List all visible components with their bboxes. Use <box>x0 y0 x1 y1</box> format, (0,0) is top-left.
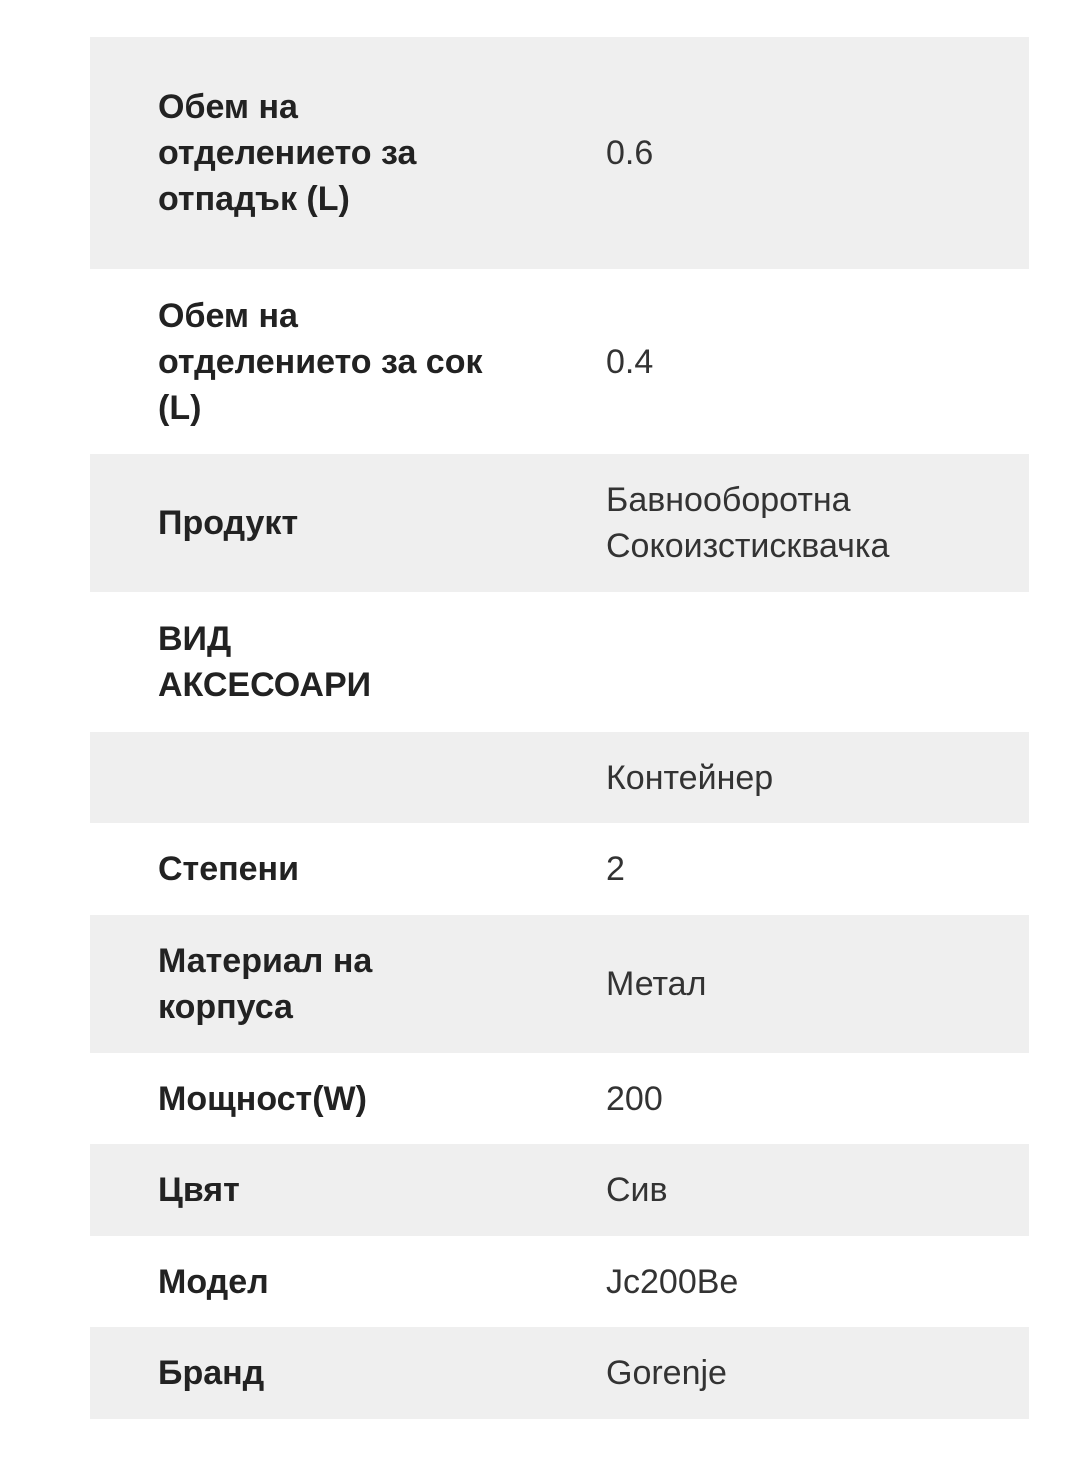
spec-label: Бранд <box>158 1354 265 1392</box>
spec-label: Модел <box>158 1262 269 1301</box>
spec-row-model <box>90 1236 1029 1327</box>
specifications-table <box>90 37 1029 1419</box>
spec-value: 0.4 <box>606 342 654 381</box>
spec-value: Jc200Be <box>606 1262 739 1301</box>
spec-label: Мощност(W) <box>158 1079 367 1118</box>
spec-value: Метал <box>606 965 707 1003</box>
spec-row-brand <box>90 1327 1029 1419</box>
spec-label: Обем на отделението за отпадък (L) <box>158 88 417 218</box>
spec-value: 200 <box>606 1079 663 1118</box>
spec-value: Сив <box>606 1171 668 1209</box>
spec-value: 2 <box>606 850 625 888</box>
spec-value: 0.6 <box>606 134 654 172</box>
spec-row-waste-volume <box>90 37 1029 269</box>
spec-row-accessories <box>90 592 1029 732</box>
spec-label: Цвят <box>158 1171 240 1209</box>
spec-row-color <box>90 1144 1029 1236</box>
spec-label: ВИД АКСЕСОАРИ <box>158 620 372 704</box>
spec-value: Контейнер <box>606 758 774 797</box>
spec-row-power <box>90 1053 1029 1144</box>
spec-row-housing-material <box>90 915 1029 1053</box>
spec-row-speeds <box>90 823 1029 915</box>
spec-value: Gorenje <box>606 1354 727 1392</box>
spec-value: Бавнооборотна Сокоизстисквачка <box>606 481 890 565</box>
spec-row-juice-volume <box>90 269 1029 454</box>
spec-label: Материал на корпуса <box>158 942 373 1026</box>
spec-row-accessory-item <box>90 732 1029 823</box>
spec-label: Обем на отделението за сок (L) <box>158 296 483 427</box>
spec-row-product <box>90 454 1029 592</box>
spec-label: Продукт <box>158 504 299 542</box>
spec-label: Степени <box>158 850 299 888</box>
